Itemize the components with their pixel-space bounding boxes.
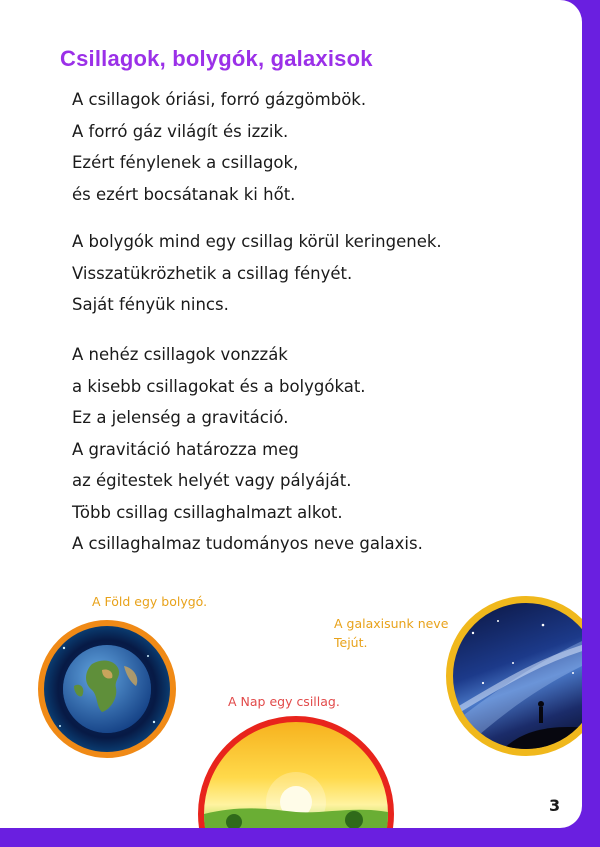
text-line: A forró gáz világít és izzik.	[72, 121, 289, 141]
earth-image	[38, 620, 176, 758]
text-line: A csillaghalmaz tudományos neve galaxis.	[72, 534, 423, 553]
text-line: Ezért fénylenek a csillagok,	[72, 153, 299, 172]
text-line: A bolygók mind egy csillag körül keringenek.	[72, 232, 442, 251]
sunset-landscape-icon	[204, 722, 388, 828]
paragraph-stars	[72, 84, 366, 210]
text-line: Saját fényük nincs.	[72, 295, 229, 314]
paragraph-gravity	[72, 339, 423, 560]
text-line: az égitestek helyét vagy pályáját.	[72, 471, 352, 490]
sun-caption: A Nap egy csillag.	[228, 694, 340, 709]
text-line: a kisebb csillagokat és a bolygókat.	[72, 376, 366, 396]
text-line: A nehéz csillagok vonzzák	[72, 345, 288, 364]
text-line: Több csillag csillaghalmazt alkot.	[72, 502, 343, 522]
paragraph-planets	[72, 226, 442, 321]
earth-globe-icon	[44, 626, 170, 752]
earth-caption: A Föld egy bolygó.	[92, 594, 208, 609]
sun-image	[198, 716, 394, 828]
milky-way-icon	[453, 603, 582, 749]
text-line: és ezért bocsátanak ki hőt.	[72, 184, 296, 204]
page-number: 3	[549, 796, 561, 815]
text-line: Visszatükrözhetik a csillag fényét.	[72, 263, 353, 283]
galaxy-caption: A galaxisunk neve Tejút.	[334, 616, 449, 650]
text-line: A csillagok óriási, forró gázgömbök.	[72, 90, 367, 109]
page-title: Csillagok, bolygók, galaxisok	[60, 46, 373, 71]
text-line: A gravitáció határozza meg	[72, 439, 299, 459]
text-line: Ez a jelenség a gravitáció.	[72, 408, 289, 427]
